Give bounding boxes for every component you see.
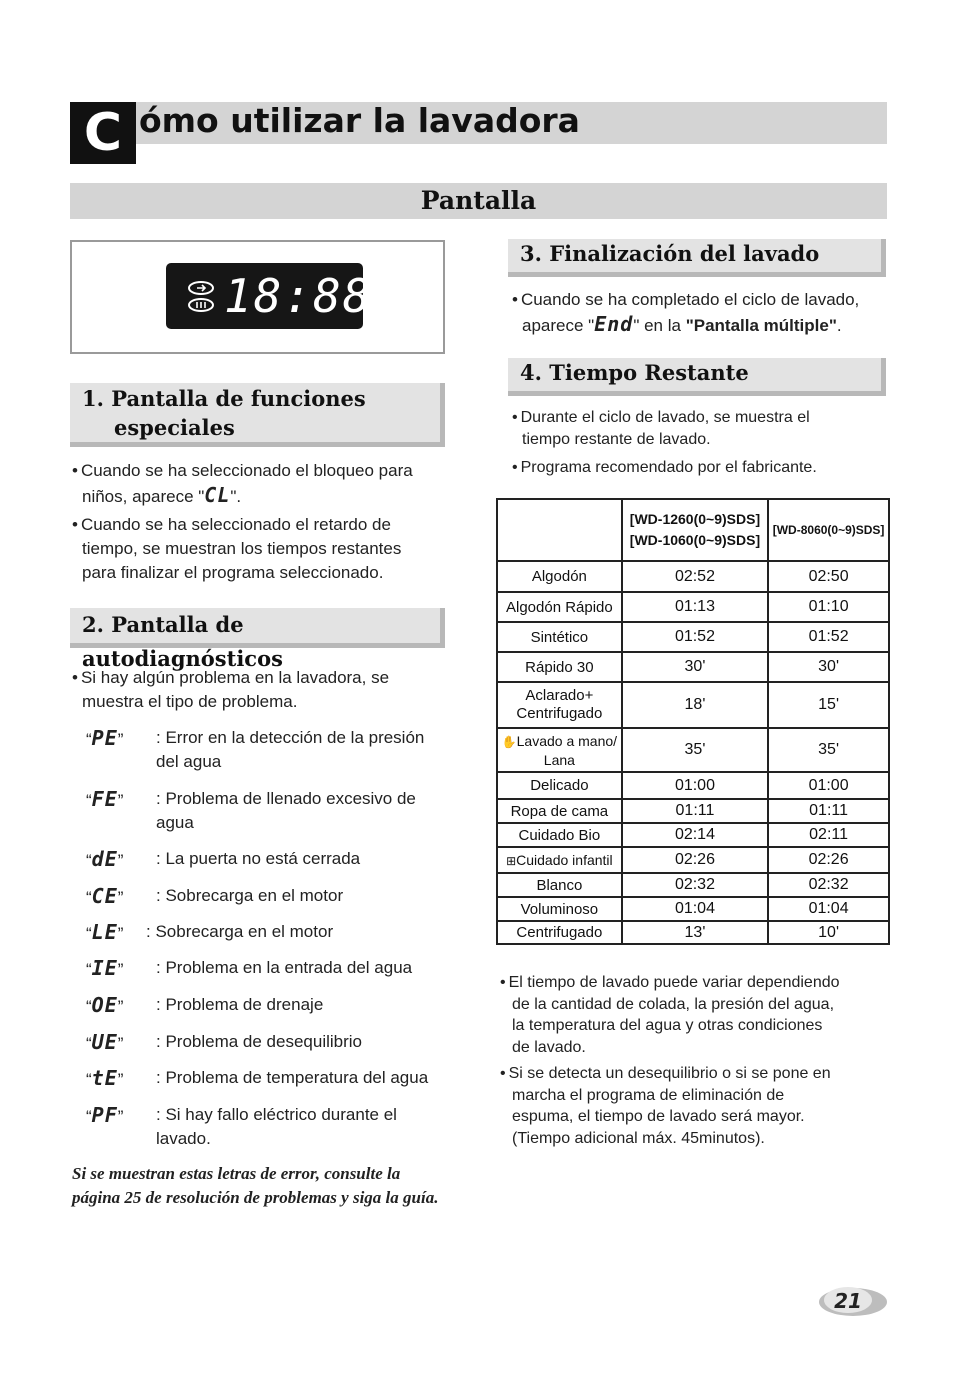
error-item xyxy=(86,726,456,774)
error-item xyxy=(86,993,456,1019)
error-code: “LE” xyxy=(86,920,124,944)
sec3-text-b: " en la xyxy=(633,316,686,335)
table-row xyxy=(497,592,889,622)
table-row xyxy=(497,823,889,847)
error-description: : Problema de desequilibrio xyxy=(156,1032,363,1051)
program-name: Centrifugado xyxy=(497,921,622,944)
error-item xyxy=(86,1103,456,1151)
note2-line4: (Tiempo adicional máx. 45minutos). xyxy=(512,1129,765,1147)
time-model-a: 02:14 xyxy=(622,823,768,847)
note1-line4: de lavado. xyxy=(512,1038,586,1056)
time-model-b: 01:52 xyxy=(768,622,889,652)
table-header-model-a xyxy=(622,499,768,561)
program-name-text: Lavado a mano/ Lana xyxy=(516,732,618,768)
error-note: Si se muestran estas letras de error, consulte la página 25 de resolución de problemas y siga la guía. xyxy=(72,1164,439,1207)
sec3-text-end: . xyxy=(836,316,842,335)
table-row xyxy=(497,682,889,728)
error-code-text: OE xyxy=(91,993,118,1017)
sec1-bullet2-line3: para finalizar el programa seleccionado. xyxy=(82,563,384,582)
sec1-bullet1-end: ". xyxy=(230,487,242,506)
time-model-a: 02:52 xyxy=(622,561,768,592)
program-time-table xyxy=(496,498,890,945)
note1-line2: de la cantidad de colada, la presión del agua, xyxy=(512,995,835,1013)
sec3-text-a: aparece " xyxy=(522,316,595,335)
time-model-a: 02:26 xyxy=(622,847,768,873)
time-model-b: 01:10 xyxy=(768,592,889,622)
sec1-bullet1-text: niños, aparece " xyxy=(82,487,205,506)
error-code-text: dE xyxy=(91,847,118,871)
note2-line1: • Si se detecta un desequilibrio o si se pone en xyxy=(500,1063,890,1085)
table-row xyxy=(497,728,889,772)
time-model-a: 01:52 xyxy=(622,622,768,652)
program-name: Rápido 30 xyxy=(497,652,622,682)
error-code: “PF” xyxy=(86,1103,124,1127)
error-description: : La puerta no está cerrada xyxy=(156,849,361,868)
table-header-row xyxy=(497,499,889,561)
sec3-bullet xyxy=(512,288,892,338)
error-code-text: UE xyxy=(91,1030,118,1054)
table-row xyxy=(497,897,889,921)
error-code: “PE” xyxy=(86,726,124,750)
table-notes xyxy=(500,972,890,1149)
error-description: : Sobrecarga en el motor xyxy=(156,886,344,905)
table-row xyxy=(497,652,889,682)
section-banner: Pantalla xyxy=(70,183,887,219)
error-description: : Error en la detección de la presión del agua xyxy=(156,728,425,771)
error-description: : Si hay fallo eléctrico durante el lavado. xyxy=(156,1105,397,1148)
program-name: Aclarado+ Centrifugado xyxy=(497,682,622,728)
sec3-line2 xyxy=(512,312,892,338)
note2-line3: espuma, el tiempo de lavado será mayor. xyxy=(512,1108,805,1125)
handwash-wool-icon: ✋ xyxy=(501,734,517,749)
end-code: End xyxy=(594,312,634,336)
program-name: Algodón Rápido xyxy=(497,592,622,622)
time-model-b: 01:11 xyxy=(768,799,889,823)
error-code: “dE” xyxy=(86,847,124,871)
program-name: Blanco xyxy=(497,873,622,897)
program-name: Cuidado Bio xyxy=(497,823,622,847)
sec4-bullet1-line1: • Durante el ciclo de lavado, se muestra el xyxy=(512,407,892,429)
time-model-b: 15' xyxy=(768,682,889,728)
program-name: Delicado xyxy=(497,772,622,799)
title-initial: C xyxy=(70,102,136,164)
lcd-digits: 18:88 xyxy=(224,269,373,323)
time-model-a: 02:32 xyxy=(622,873,768,897)
error-item xyxy=(86,1066,456,1092)
error-description: : Problema de temperatura del agua xyxy=(156,1068,429,1087)
note1 xyxy=(500,972,890,1058)
program-name: Voluminoso xyxy=(497,897,622,921)
child-care-icon: ⊞ xyxy=(506,854,517,868)
model-a-line2: [WD-1060(0~9)SDS] xyxy=(629,532,761,548)
program-name: Algodón xyxy=(497,561,622,592)
time-model-a: 01:04 xyxy=(622,897,768,921)
time-model-a: 13' xyxy=(622,921,768,944)
error-code-text: tE xyxy=(91,1066,118,1090)
sec4-bullet2: • Programa recomendado por el fabricante. xyxy=(512,457,892,479)
time-model-a: 01:13 xyxy=(622,592,768,622)
error-item xyxy=(86,956,456,982)
table-row xyxy=(497,799,889,823)
section-heading-3: 3. Finalización del lavado xyxy=(508,239,886,277)
error-code: “UE” xyxy=(86,1030,124,1054)
table-row xyxy=(497,561,889,592)
lcd-status-icon xyxy=(186,279,216,315)
error-item xyxy=(86,920,456,946)
model-a-line1: [WD-1260(0~9)SDS] xyxy=(629,511,761,527)
error-code-text: LE xyxy=(91,920,118,944)
table-row xyxy=(497,772,889,799)
table-header-empty xyxy=(497,499,622,561)
section-heading-4: 4. Tiempo Restante xyxy=(508,358,886,396)
section-heading-1 xyxy=(70,383,445,447)
section-heading-1-line1: 1. Pantalla de funciones xyxy=(82,386,366,411)
note2-line2: marcha el programa de eliminación de xyxy=(512,1086,785,1104)
time-model-b: 35' xyxy=(768,728,889,772)
error-code-text: IE xyxy=(91,956,118,980)
error-item xyxy=(86,847,456,873)
error-code-text: PE xyxy=(91,726,118,750)
time-model-a: 18' xyxy=(622,682,768,728)
error-code: “OE” xyxy=(86,993,124,1017)
program-name: Ropa de cama xyxy=(497,799,622,823)
error-code: “CE” xyxy=(86,884,124,908)
error-item xyxy=(86,884,456,910)
sec2-intro-line2: muestra el tipo de problema. xyxy=(82,692,298,711)
program-name xyxy=(497,847,622,873)
time-model-b: 02:50 xyxy=(768,561,889,592)
error-code: “FE” xyxy=(86,787,124,811)
table-row xyxy=(497,622,889,652)
sec1-bullet-delay xyxy=(72,513,452,585)
table-row xyxy=(497,847,889,873)
page-number: 21 xyxy=(834,1289,862,1313)
page-title: ómo utilizar la lavadora xyxy=(139,101,580,140)
sec1-bullet1-line1: • Cuando se ha seleccionado el bloqueo para xyxy=(72,459,452,483)
time-model-a: 01:11 xyxy=(622,799,768,823)
error-item xyxy=(86,787,456,835)
time-model-b: 02:26 xyxy=(768,847,889,873)
sec3-text-bold: "Pantalla múltiple" xyxy=(685,316,837,335)
time-model-b: 02:11 xyxy=(768,823,889,847)
error-description: : Problema en la entrada del agua xyxy=(156,958,413,977)
sec1-bullet1-line2 xyxy=(72,483,452,509)
sec1-bullet2-line2: tiempo, se muestran los tiempos restantes xyxy=(82,539,402,558)
page-number-badge xyxy=(818,1284,888,1320)
time-model-b: 10' xyxy=(768,921,889,944)
note2 xyxy=(500,1063,890,1149)
table-header-model-b: [WD-8060(0~9)SDS] xyxy=(768,499,889,561)
error-code-text: CE xyxy=(91,884,118,908)
sec1-bullet2-line1: • Cuando se ha seleccionado el retardo de xyxy=(72,513,452,537)
sec2-intro-line1: • Si hay algún problema en la lavadora, se xyxy=(72,666,452,690)
program-name xyxy=(497,728,622,772)
time-model-a: 01:00 xyxy=(622,772,768,799)
error-item xyxy=(86,1030,456,1056)
sec2-intro xyxy=(72,666,452,714)
table-row xyxy=(497,873,889,897)
note1-line1: • El tiempo de lavado puede variar dependiendo xyxy=(500,972,890,994)
table-row xyxy=(497,921,889,944)
error-description: : Sobrecarga en el motor xyxy=(146,922,334,941)
error-description: : Problema de llenado excesivo de agua xyxy=(156,789,416,832)
childlock-code: CL xyxy=(204,483,231,507)
sec4-bullet1-line2: tiempo restante de lavado. xyxy=(522,431,711,448)
program-name-text: Cuidado infantil xyxy=(516,852,613,868)
time-model-b: 02:32 xyxy=(768,873,889,897)
error-code: “IE” xyxy=(86,956,124,980)
section-heading-1-line2: especiales xyxy=(114,415,235,440)
time-model-a: 30' xyxy=(622,652,768,682)
sec3-line1: • Cuando se ha completado el ciclo de lavado, xyxy=(512,288,892,312)
time-model-a: 35' xyxy=(622,728,768,772)
sec4-bullets xyxy=(512,407,892,479)
note1-line3: la temperatura del agua y otras condiciones xyxy=(512,1017,823,1034)
error-description: : Problema de drenaje xyxy=(156,995,324,1014)
error-code-text: PF xyxy=(91,1103,118,1127)
sec1-bullet-childlock xyxy=(72,459,452,509)
section-heading-2: 2. Pantalla de autodiagnósticos xyxy=(70,608,445,648)
error-code: “tE” xyxy=(86,1066,124,1090)
program-name: Sintético xyxy=(497,622,622,652)
time-model-b: 01:04 xyxy=(768,897,889,921)
time-model-b: 30' xyxy=(768,652,889,682)
time-model-b: 01:00 xyxy=(768,772,889,799)
error-code-text: FE xyxy=(91,787,118,811)
